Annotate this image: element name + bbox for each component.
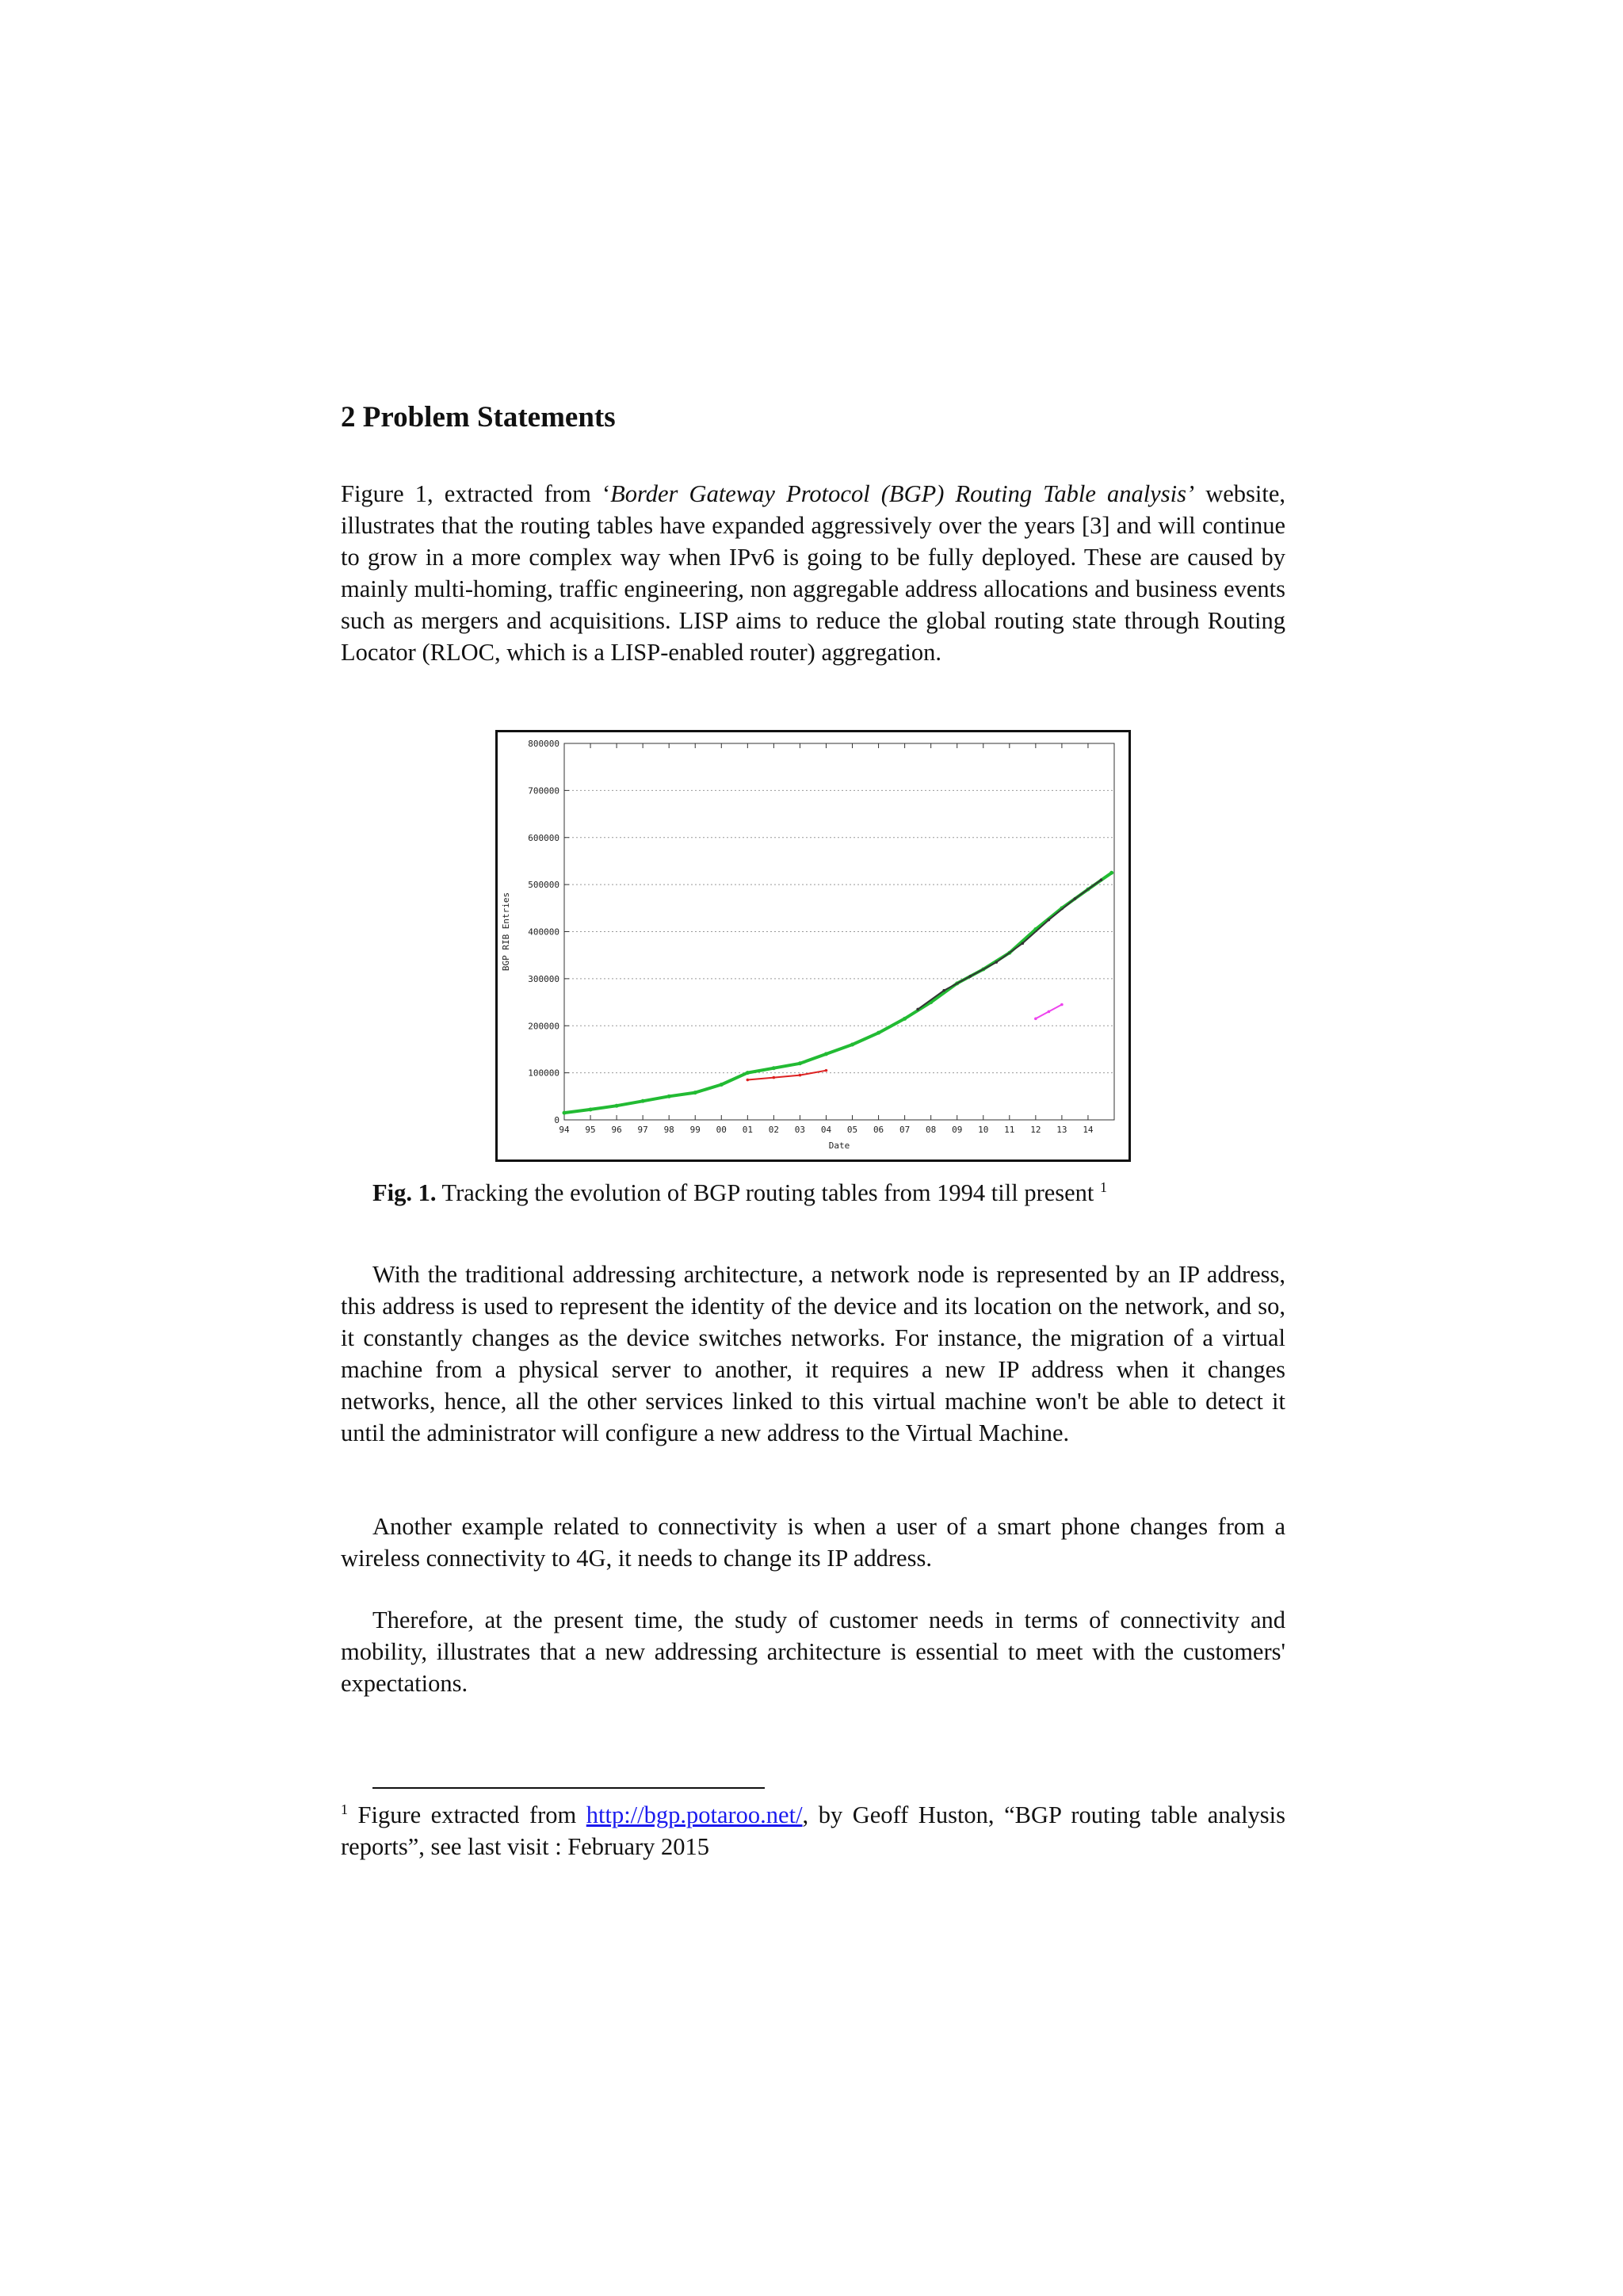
y-tick-label: 800000 bbox=[528, 739, 559, 749]
data-point bbox=[968, 975, 972, 978]
bgp-chart-svg bbox=[498, 732, 1128, 1159]
y-tick-label: 200000 bbox=[528, 1021, 559, 1032]
data-point bbox=[1060, 1003, 1064, 1007]
y-tick-label: 100000 bbox=[528, 1068, 559, 1079]
figure-bgp-chart bbox=[495, 730, 1131, 1162]
data-point bbox=[942, 989, 945, 992]
footnote-post: , by Geoff Huston, “BGP routing table analysis reports”, see last visit : February 2015 bbox=[341, 1801, 1286, 1860]
x-tick-label: 95 bbox=[585, 1125, 596, 1135]
paragraph-addressing: With the traditional addressing architecture, a network node is represented by an IP address, this address is used to represent the identity of the device and its location on the network, and so, it constantly changes as the device switches networks. For instance, the migration of a virtual machine from a physical server to another, it requires a new IP address when it changes networks, hence, all the other services linked to this virtual machine won't be able to detect it until the administrator will configure a new address to the Virtual Machine. bbox=[341, 1261, 1285, 1446]
data-point bbox=[850, 1043, 854, 1047]
data-point bbox=[876, 1031, 880, 1035]
x-tick-label: 98 bbox=[663, 1125, 674, 1135]
x-tick-label: 12 bbox=[1030, 1125, 1041, 1135]
x-tick-label: 02 bbox=[768, 1125, 780, 1135]
data-point bbox=[916, 1008, 919, 1011]
footnote-divider bbox=[372, 1787, 765, 1789]
y-tick-label: 500000 bbox=[528, 880, 559, 891]
footnote-link[interactable]: http://bgp.potaroo.net/ bbox=[586, 1801, 803, 1828]
data-point bbox=[773, 1076, 776, 1079]
data-point bbox=[825, 1069, 828, 1072]
caption-footnote-mark: 1 bbox=[1100, 1179, 1108, 1195]
y-tick-label: 0 bbox=[554, 1115, 559, 1125]
paragraph-conclusion: Therefore, at the present time, the study of customer needs in terms of connectivity and mobility, illustrates that a new addressing architecture is essential to meet with the customers' expectations. bbox=[341, 1606, 1285, 1697]
footnote bbox=[341, 1799, 1285, 1862]
data-point bbox=[1048, 919, 1051, 922]
data-point bbox=[615, 1104, 619, 1108]
x-tick-label: 08 bbox=[926, 1125, 937, 1135]
x-tick-label: 96 bbox=[611, 1125, 622, 1135]
data-point bbox=[747, 1079, 750, 1082]
x-tick-label: 10 bbox=[978, 1125, 989, 1135]
section-heading: 2 Problem Statements bbox=[341, 401, 616, 434]
footnote-mark: 1 bbox=[341, 1801, 348, 1817]
data-point bbox=[589, 1107, 593, 1111]
x-tick-label: 14 bbox=[1083, 1125, 1094, 1135]
x-tick-label: 01 bbox=[742, 1125, 753, 1135]
para1-italic-title: Border Gateway Protocol (BGP) Routing Table analysis’ bbox=[610, 480, 1195, 507]
y-tick-label: 600000 bbox=[528, 832, 559, 843]
data-point bbox=[1100, 878, 1103, 881]
para1-rest: website, illustrates that the routing tables have expanded aggressively over the years [3] and will continue to grow in a more complex way when IPv6 is going to be fully deployed. These are caused by mainly multi-homing, traffic engineering, non aggregable address allocations and business events such as mergers and acquisitions. LISP aims to reduce the global routing state through Routing Locator (RLOC, which is a LISP-enabled router) aggregation. bbox=[341, 480, 1285, 666]
data-point bbox=[995, 961, 998, 964]
x-tick-label: 03 bbox=[794, 1125, 806, 1135]
footnote-pre: Figure extracted from bbox=[348, 1801, 586, 1828]
data-point bbox=[799, 1074, 802, 1077]
x-tick-label: 00 bbox=[716, 1125, 727, 1135]
data-point bbox=[1074, 897, 1077, 900]
data-point bbox=[798, 1061, 802, 1065]
data-point bbox=[1109, 871, 1113, 875]
data-point bbox=[693, 1091, 697, 1095]
caption-text: Tracking the evolution of BGP routing tables from 1994 till present bbox=[436, 1179, 1101, 1206]
y-axis-label: BGP RIB Entries bbox=[501, 892, 511, 972]
x-tick-label: 04 bbox=[820, 1125, 832, 1135]
caption-label: Fig. 1. bbox=[372, 1179, 437, 1206]
paragraph-connectivity: Another example related to connectivity is when a user of a smart phone changes from a wireless connectivity to 4G, it needs to change its IP address. bbox=[341, 1513, 1285, 1572]
x-tick-label: 05 bbox=[846, 1125, 858, 1135]
data-point bbox=[641, 1099, 645, 1103]
y-tick-label: 400000 bbox=[528, 926, 559, 938]
x-tick-label: 11 bbox=[1004, 1125, 1015, 1135]
x-tick-label: 13 bbox=[1056, 1125, 1067, 1135]
x-tick-label: 07 bbox=[899, 1125, 911, 1135]
data-point bbox=[667, 1095, 671, 1098]
para1-start: Figure 1, extracted from ‘ bbox=[341, 480, 611, 507]
data-point bbox=[1048, 1010, 1051, 1014]
data-point bbox=[824, 1052, 828, 1056]
x-tick-label: 99 bbox=[689, 1125, 701, 1135]
x-tick-label: 06 bbox=[873, 1125, 884, 1135]
data-point bbox=[772, 1066, 776, 1070]
data-point bbox=[1022, 942, 1025, 946]
data-point bbox=[903, 1017, 907, 1021]
y-tick-label: 300000 bbox=[528, 973, 559, 984]
data-point bbox=[720, 1083, 724, 1087]
data-point bbox=[563, 1111, 567, 1115]
x-tick-label: 97 bbox=[637, 1125, 648, 1135]
data-point bbox=[1034, 1018, 1037, 1021]
x-tick-label: 09 bbox=[952, 1125, 963, 1135]
figure-caption bbox=[372, 1179, 1107, 1207]
x-tick-label: 94 bbox=[559, 1125, 570, 1135]
x-axis-label: Date bbox=[828, 1140, 850, 1151]
paragraph-intro bbox=[341, 478, 1285, 668]
data-point bbox=[746, 1071, 750, 1075]
y-tick-label: 700000 bbox=[528, 785, 559, 797]
series-line-0 bbox=[564, 873, 1112, 1113]
